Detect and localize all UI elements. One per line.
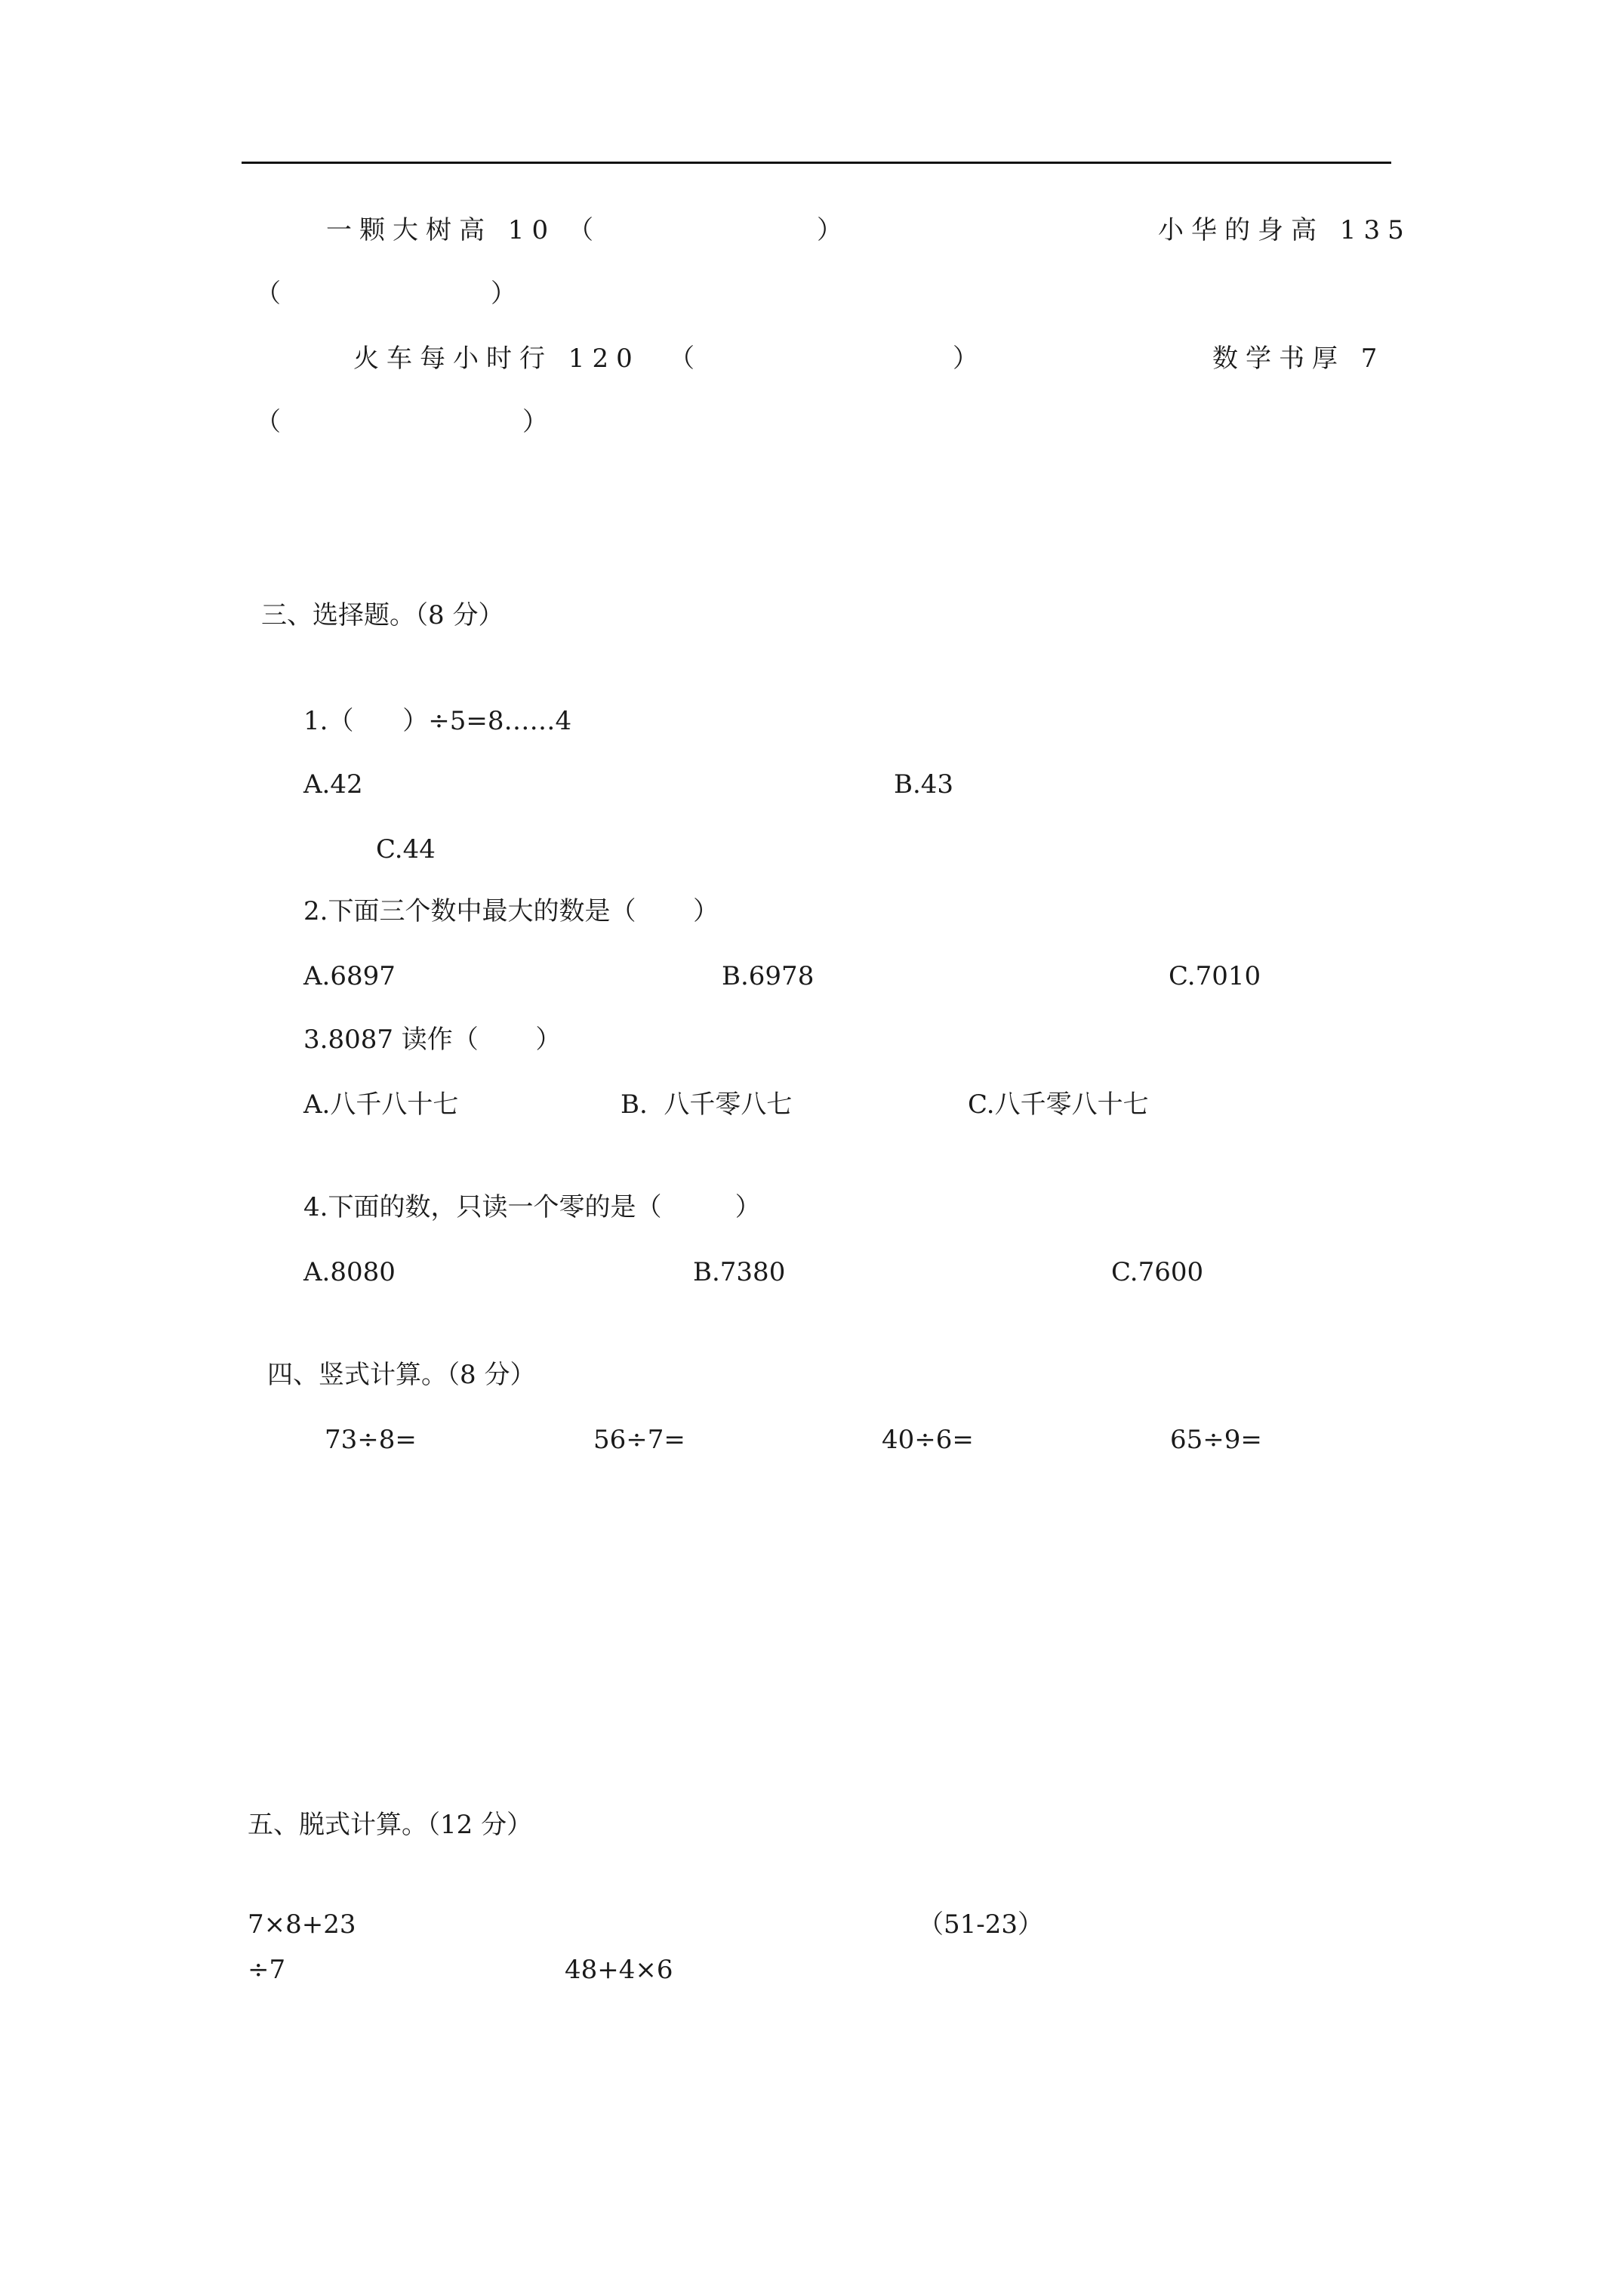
section-four-title: 四、竖式计算。（8 分） xyxy=(267,1360,536,1390)
xiaohua-height-label: 小华的身高 135 xyxy=(1158,215,1412,245)
section-three-title: 三、选择题。（8 分） xyxy=(261,600,504,630)
stepwise-calc-1: 7×8+23 xyxy=(248,1909,356,1940)
question-1-option-c: C.44 xyxy=(376,834,436,864)
vertical-calc-3: 40÷6= xyxy=(882,1425,974,1455)
vertical-calc-4: 65÷9= xyxy=(1170,1425,1262,1455)
question-4-option-c: C.7600 xyxy=(1111,1257,1204,1287)
tree-height-close-paren: ） xyxy=(817,215,842,245)
question-2-stem: 2.下面三个数中最大的数是（ ） xyxy=(303,896,719,926)
question-4-stem: 4.下面的数，只读一个零的是（ ） xyxy=(303,1192,761,1222)
train-speed-open-paren: （ xyxy=(669,344,694,374)
question-3-stem: 3.8087 读作（ ） xyxy=(303,1025,562,1055)
vertical-calc-2: 56÷7= xyxy=(593,1425,685,1455)
question-3-option-a: A.八千八十七 xyxy=(303,1089,459,1120)
section-five-title: 五、脱式计算。（12 分） xyxy=(248,1810,533,1840)
question-1-option-a: A.42 xyxy=(303,769,363,800)
stepwise-calc-2-divisor: ÷7 xyxy=(248,1955,286,1985)
question-2-option-a: A.6897 xyxy=(303,961,396,991)
book-thickness-close-paren: ） xyxy=(522,407,548,437)
question-3-option-b: B. 八千零八七 xyxy=(621,1089,793,1120)
question-4-option-a: A.8080 xyxy=(303,1257,396,1287)
train-speed-close-paren: ） xyxy=(953,344,978,374)
tree-height-label: 一颗大树高 10 xyxy=(326,215,556,245)
question-2-option-c: C.7010 xyxy=(1169,961,1261,991)
train-speed-label: 火车每小时行 120 xyxy=(353,344,640,374)
question-1-stem: 1.（ ）÷5=8……4 xyxy=(303,706,572,736)
tree-height-open-paren: （ xyxy=(568,215,593,245)
question-2-option-b: B.6978 xyxy=(722,961,815,991)
xiaohua-height-close-paren: ） xyxy=(491,279,516,309)
book-thickness-label: 数学书厚 7 xyxy=(1212,344,1385,374)
book-thickness-open-paren: （ xyxy=(255,407,281,437)
question-3-option-c: C.八千零八十七 xyxy=(968,1089,1149,1120)
question-1-option-b: B.43 xyxy=(894,769,954,800)
stepwise-calc-3: 48+4×6 xyxy=(565,1955,673,1985)
vertical-calc-1: 73÷8= xyxy=(325,1425,417,1455)
xiaohua-height-open-paren: （ xyxy=(255,279,281,309)
stepwise-calc-2: （51-23） xyxy=(918,1909,1044,1940)
header-rule xyxy=(242,162,1391,164)
question-4-option-b: B.7380 xyxy=(693,1257,786,1287)
